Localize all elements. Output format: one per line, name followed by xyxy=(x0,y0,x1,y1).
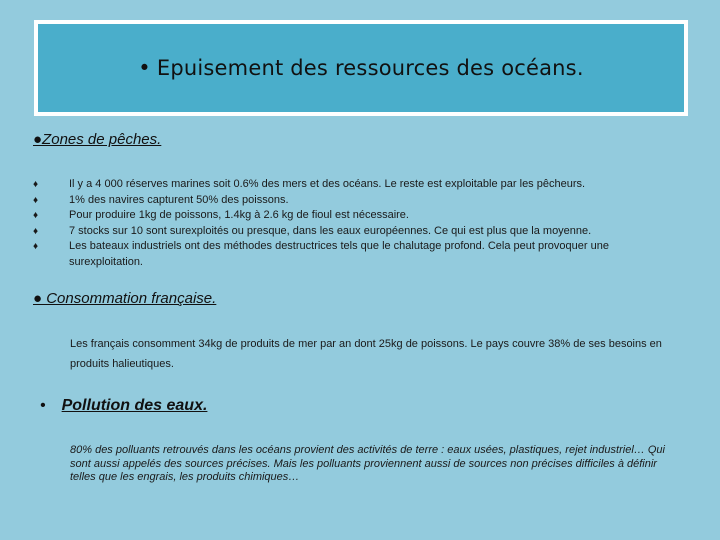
diamond-bullet-icon: ♦ xyxy=(33,210,39,221)
list-item-text: 1% des navires capturent 50% des poissons. xyxy=(69,193,289,206)
list-item xyxy=(33,239,673,270)
title-box xyxy=(34,20,688,116)
diamond-bullet-icon: ♦ xyxy=(33,241,39,252)
consumption-heading: ● Consommation française. xyxy=(33,290,217,307)
list-item-text: Les bateaux industriels ont des méthodes destructrices tels que le chalutage profond. Cela peut provoquer une surexploitation. xyxy=(69,240,609,268)
title-bullet: • xyxy=(138,56,151,80)
title-text: Epuisement des ressources des océans. xyxy=(156,56,584,80)
list-item xyxy=(33,193,673,209)
list-item-text: Il y a 4 000 réserves marines soit 0.6% des mers et des océans. Le reste est exploitable par les pêcheurs. xyxy=(69,178,586,190)
diamond-bullet-icon: ♦ xyxy=(33,179,39,190)
list-item xyxy=(33,224,673,240)
fishing-bullet-list xyxy=(33,177,673,270)
pollution-heading-row xyxy=(40,397,207,415)
fishing-zones-heading: ●Zones de pêches. xyxy=(33,131,162,148)
diamond-bullet-icon: ♦ xyxy=(33,194,39,206)
diamond-bullet-icon: ♦ xyxy=(33,225,39,237)
pollution-text: 80% des polluants retrouvés dans les océans provient des activités de terre : eaux usées, plastiques, rejet industriel… Qui sont aussi appelés des sources précises. Mais les polluants proviennent aussi de sources non précises difficiles à définir telles que les engrais, les produits chimiques… xyxy=(70,444,665,483)
pollution-bullet-icon: • xyxy=(40,397,46,414)
consumption-text: Les français consomment 34kg de produits de mer par an dont 25kg de poissons. Le pays couvre 38% de ses besoins en produits halieutiques. xyxy=(70,338,662,370)
list-item-text: 7 stocks sur 10 sont surexploités ou presque, dans les eaux européennes. Ce qui est plus que la moyenne. xyxy=(69,224,592,237)
pollution-heading: Pollution des eaux. xyxy=(61,397,208,414)
list-item xyxy=(33,208,673,224)
page-title xyxy=(138,56,583,80)
list-item xyxy=(33,177,673,193)
list-item-text: Pour produire 1kg de poissons, 1.4kg à 2.6 kg de fioul est nécessaire. xyxy=(69,209,409,221)
